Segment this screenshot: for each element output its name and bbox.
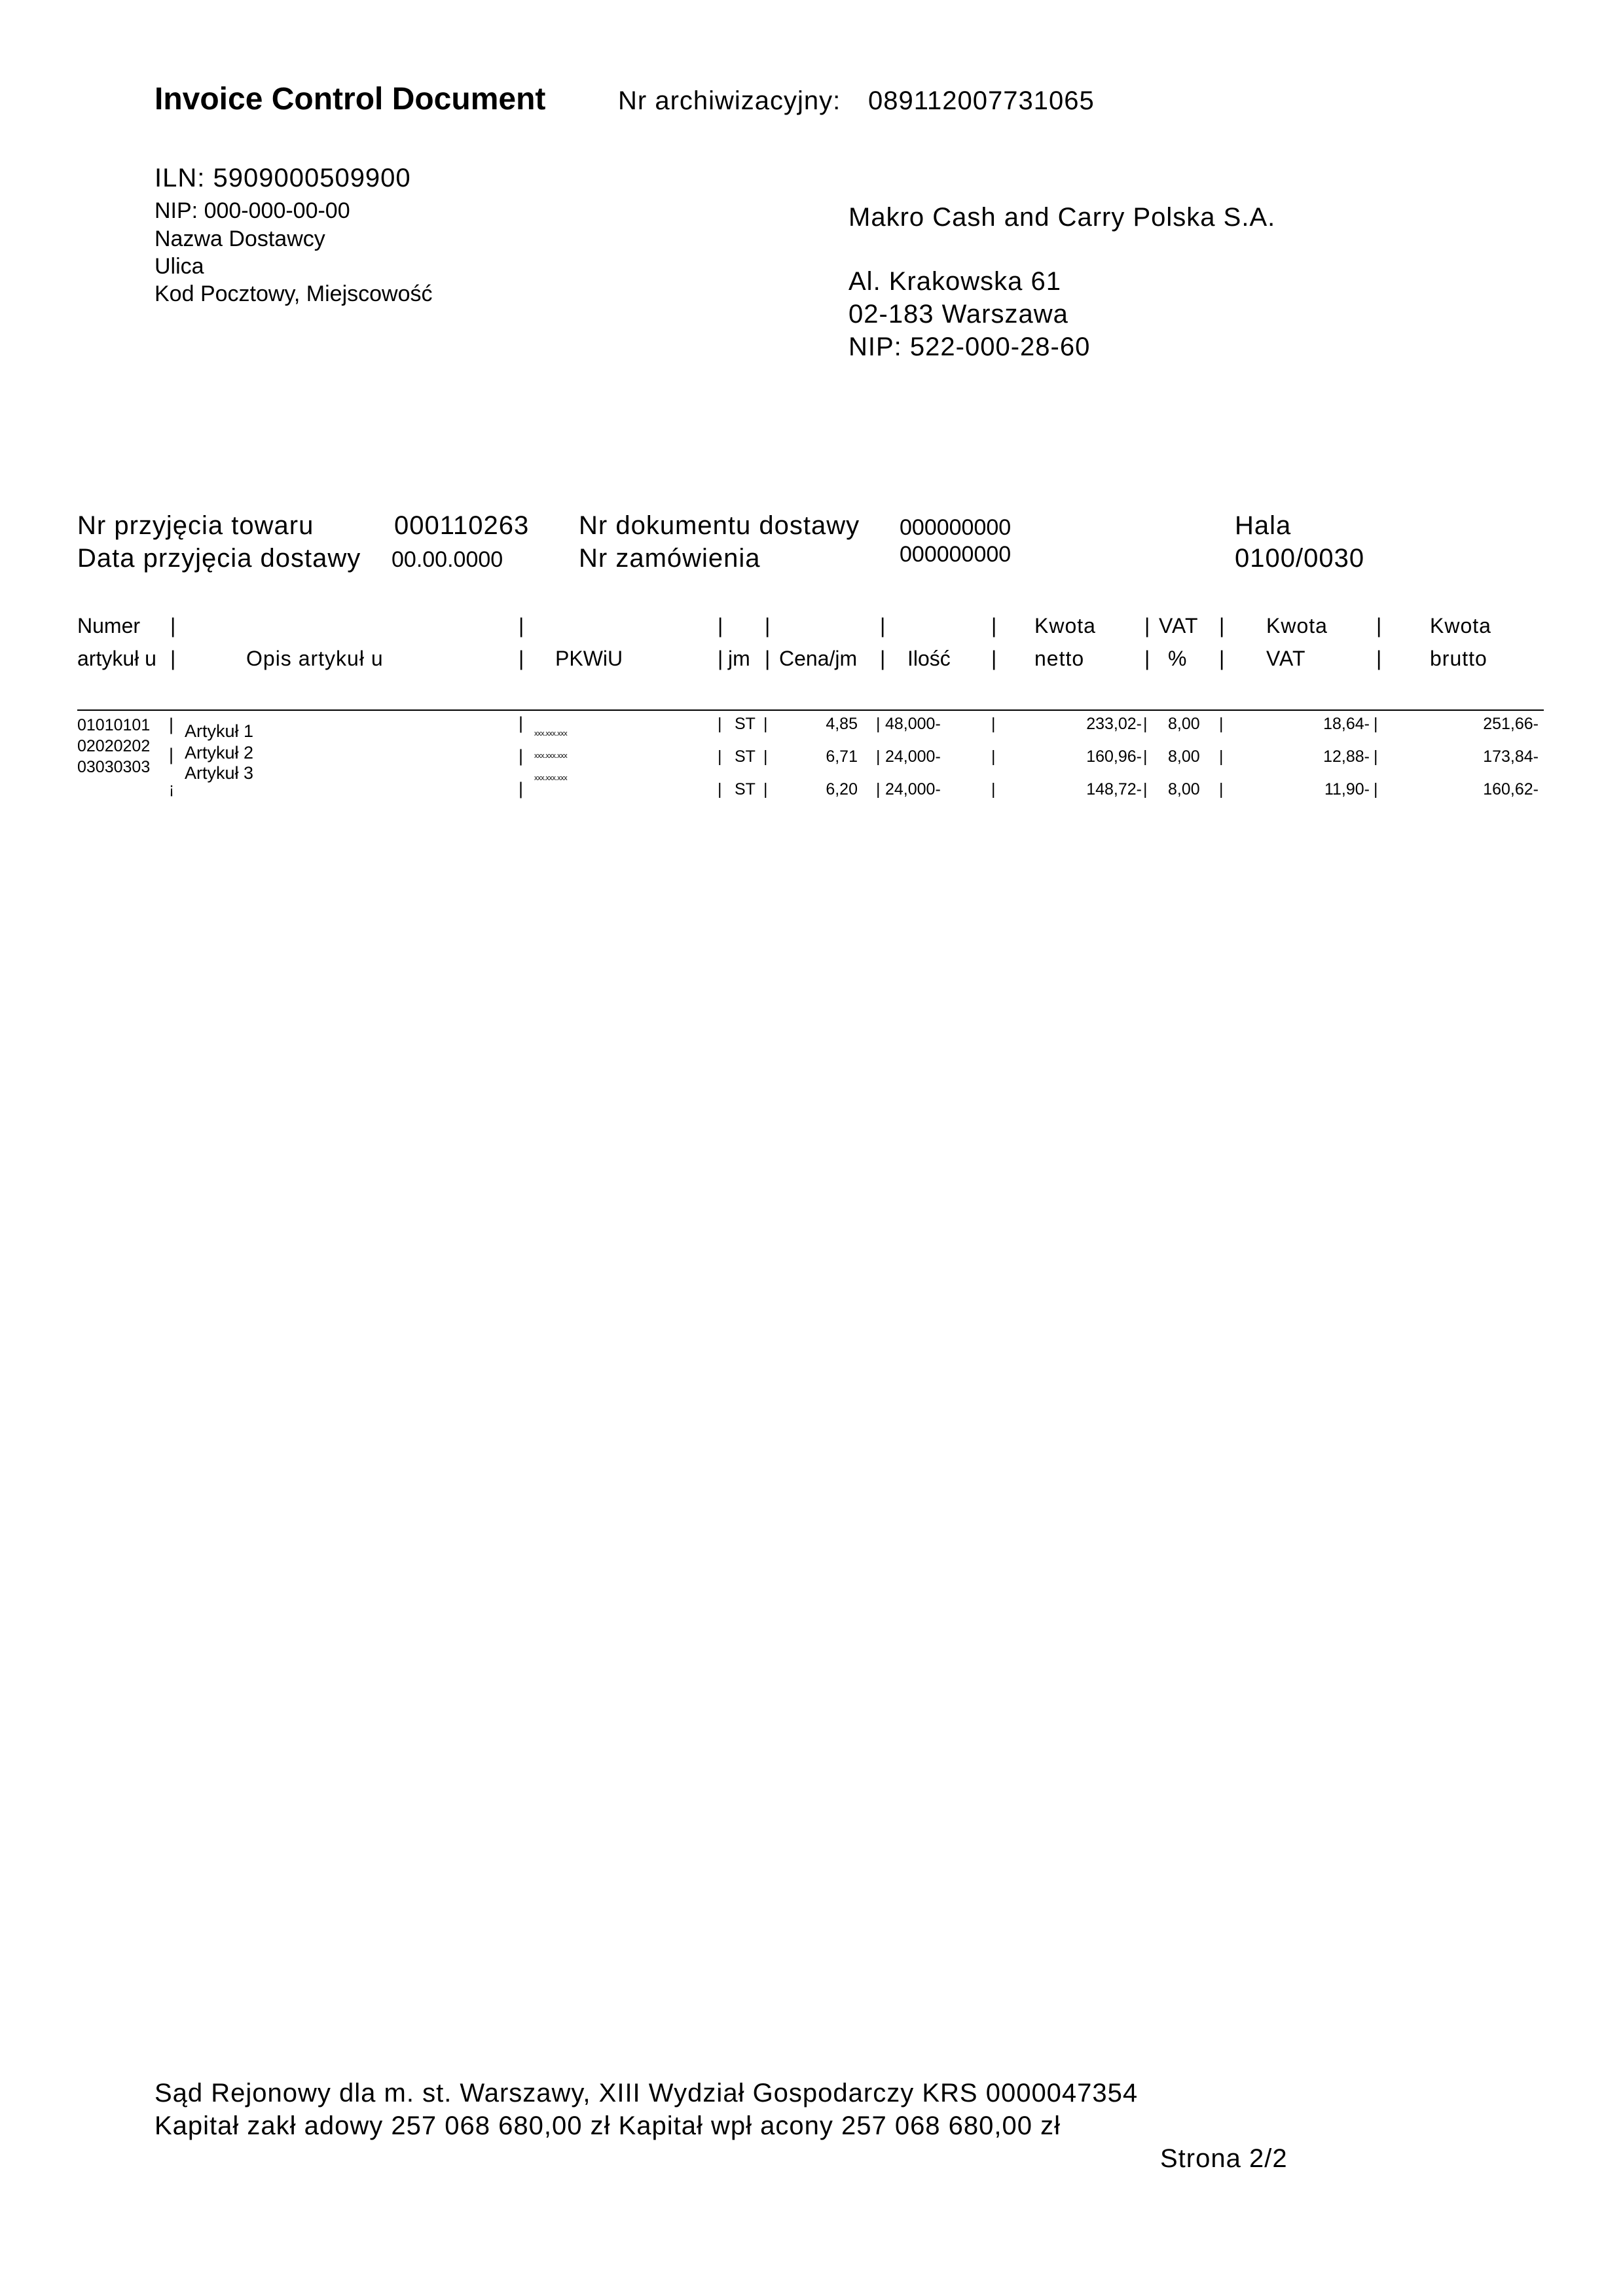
quantity-cell: 48,000- bbox=[885, 715, 941, 733]
archive-label: Nr archiwizacyjny: bbox=[618, 86, 841, 115]
gross-amount-cell: 173,84- bbox=[1483, 747, 1539, 766]
column-separator: | bbox=[170, 614, 176, 637]
supplier-street: Ulica bbox=[155, 254, 204, 279]
page-number: Strona 2/2 bbox=[1160, 2144, 1288, 2173]
column-separator: | bbox=[169, 715, 174, 734]
net-amount-cell: 148,72- bbox=[1086, 780, 1142, 798]
column-separator: | bbox=[718, 747, 722, 766]
unit-cell: ST bbox=[735, 715, 756, 733]
column-separator: | bbox=[718, 715, 722, 733]
col-header-ilosc: Ilość bbox=[907, 647, 951, 670]
buyer-name: Makro Cash and Carry Polska S.A. bbox=[848, 203, 1276, 232]
column-separator: | bbox=[718, 780, 722, 798]
unit-cell: ST bbox=[735, 780, 756, 798]
gross-amount-cell: 251,66- bbox=[1483, 715, 1539, 733]
share-capital-line: Kapitał zakł adowy 257 068 680,00 zł Kapitał wpł acony 257 068 680,00 zł bbox=[155, 2111, 1061, 2140]
quantity-cell: 24,000- bbox=[885, 780, 941, 798]
col-header-numer: Numer bbox=[77, 614, 141, 637]
document-title: Invoice Control Document bbox=[155, 82, 546, 117]
col-header-vat-pct: % bbox=[1168, 647, 1187, 670]
column-separator: | bbox=[1219, 614, 1225, 637]
pkwiu-code: xxx.xxx.xxx bbox=[534, 774, 568, 782]
buyer-street: Al. Krakowska 61 bbox=[848, 267, 1062, 296]
supplier-name: Nazwa Dostawcy bbox=[155, 226, 325, 251]
column-separator: | bbox=[169, 745, 174, 764]
col-header-artykulu: artykuł u bbox=[77, 647, 156, 670]
column-separator: | bbox=[763, 780, 768, 798]
receipt-date-label: Data przyjęcia dostawy bbox=[77, 544, 361, 573]
archive-number: 089112007731065 bbox=[868, 86, 1095, 115]
column-separator: | bbox=[991, 747, 996, 766]
column-separator: | bbox=[1219, 715, 1224, 733]
delivery-doc-number: 000000000 bbox=[900, 515, 1012, 540]
column-separator: | bbox=[718, 647, 723, 670]
column-separator: | bbox=[765, 614, 771, 637]
column-separator: | bbox=[991, 780, 996, 798]
unit-cell: ST bbox=[735, 747, 756, 766]
col-header-kwota-brutto: Kwota bbox=[1430, 614, 1491, 637]
col-header-kwota-vat: Kwota bbox=[1266, 614, 1328, 637]
col-header-netto: netto bbox=[1034, 647, 1085, 670]
column-separator: | bbox=[876, 715, 881, 733]
vat-rate-cell: 8,00 bbox=[1168, 747, 1200, 766]
vat-amount-cell: 18,64- bbox=[1323, 715, 1370, 733]
vat-rate-cell: 8,00 bbox=[1168, 780, 1200, 798]
hall-value: 0100/0030 bbox=[1235, 544, 1365, 573]
price-cell: 6,20 bbox=[826, 780, 858, 798]
col-header-cena: Cena/jm bbox=[779, 647, 858, 670]
column-separator: | bbox=[1219, 780, 1224, 798]
column-separator: ¡ bbox=[169, 780, 174, 798]
supplier-iln: ILN: 5909000509900 bbox=[155, 164, 411, 192]
article-description: Artykuł 1 bbox=[185, 721, 254, 741]
article-number: 03030303 bbox=[77, 758, 151, 776]
col-header-kwota-netto: Kwota bbox=[1034, 614, 1096, 637]
net-amount-cell: 233,02- bbox=[1086, 715, 1142, 733]
column-separator: | bbox=[519, 647, 524, 670]
column-separator: | bbox=[1144, 647, 1150, 670]
vat-amount-cell: 11,90- bbox=[1324, 780, 1370, 798]
quantity-cell: 24,000- bbox=[885, 747, 941, 766]
column-separator: | bbox=[1143, 780, 1148, 798]
col-header-vat-amount: VAT bbox=[1266, 647, 1306, 670]
article-number: 02020202 bbox=[77, 737, 151, 755]
col-header-opis: Opis artykuł u bbox=[246, 647, 384, 670]
col-header-vat: VAT bbox=[1159, 614, 1199, 637]
column-separator: | bbox=[1144, 614, 1150, 637]
article-description: Artykuł 3 bbox=[185, 763, 254, 783]
column-separator: | bbox=[170, 647, 176, 670]
price-cell: 4,85 bbox=[826, 715, 858, 733]
column-separator: | bbox=[1374, 780, 1378, 798]
article-description: Artykuł 2 bbox=[185, 743, 254, 762]
col-header-jm: jm bbox=[728, 647, 750, 670]
buyer-nip: NIP: 522-000-28-60 bbox=[848, 332, 1091, 361]
pkwiu-code: xxx.xxx.xxx bbox=[534, 730, 568, 738]
column-separator: | bbox=[1143, 747, 1148, 766]
column-separator: | bbox=[991, 715, 996, 733]
article-number: 01010101 bbox=[77, 716, 151, 734]
column-separator: | bbox=[991, 614, 997, 637]
column-separator: | bbox=[876, 780, 881, 798]
column-separator: | bbox=[1376, 614, 1382, 637]
column-separator: | bbox=[765, 647, 771, 670]
column-separator: | bbox=[519, 614, 524, 637]
column-separator: | bbox=[519, 779, 524, 798]
column-separator: | bbox=[519, 713, 524, 733]
column-separator: | bbox=[991, 647, 997, 670]
supplier-postal-city: Kod Pocztowy, Miejscowość bbox=[155, 281, 433, 306]
vat-rate-cell: 8,00 bbox=[1168, 715, 1200, 733]
column-separator: | bbox=[880, 614, 886, 637]
buyer-postal-city: 02-183 Warszawa bbox=[848, 300, 1068, 329]
goods-receipt-number: 000110263 bbox=[394, 511, 530, 540]
gross-amount-cell: 160,62- bbox=[1483, 780, 1539, 798]
column-separator: | bbox=[763, 747, 768, 766]
column-separator: | bbox=[763, 715, 768, 733]
goods-receipt-label: Nr przyjęcia towaru bbox=[77, 511, 314, 540]
price-cell: 6,71 bbox=[826, 747, 858, 766]
col-header-brutto: brutto bbox=[1430, 647, 1487, 670]
pkwiu-code: xxx.xxx.xxx bbox=[534, 752, 568, 760]
column-separator: | bbox=[880, 647, 886, 670]
column-separator: | bbox=[1219, 647, 1225, 670]
order-number: 000000000 bbox=[900, 542, 1012, 567]
receipt-date: 00.00.0000 bbox=[392, 547, 503, 572]
column-separator: | bbox=[876, 747, 881, 766]
col-header-pkwiu: PKWiU bbox=[555, 647, 623, 670]
column-separator: | bbox=[1374, 715, 1378, 733]
column-separator: | bbox=[519, 746, 524, 766]
supplier-nip: NIP: 000-000-00-00 bbox=[155, 198, 350, 223]
court-registration-line: Sąd Rejonowy dla m. st. Warszawy, XIII Wydział Gospodarczy KRS 0000047354 bbox=[155, 2079, 1139, 2108]
vat-amount-cell: 12,88- bbox=[1323, 747, 1370, 766]
delivery-doc-label: Nr dokumentu dostawy bbox=[579, 511, 860, 540]
table-header-divider bbox=[77, 709, 1544, 711]
order-label: Nr zamówienia bbox=[579, 544, 761, 573]
hall-label: Hala bbox=[1235, 511, 1292, 540]
column-separator: | bbox=[1143, 715, 1148, 733]
column-separator: | bbox=[1374, 747, 1378, 766]
column-separator: | bbox=[1376, 647, 1382, 670]
column-separator: | bbox=[718, 614, 723, 637]
column-separator: | bbox=[1219, 747, 1224, 766]
net-amount-cell: 160,96- bbox=[1086, 747, 1142, 766]
